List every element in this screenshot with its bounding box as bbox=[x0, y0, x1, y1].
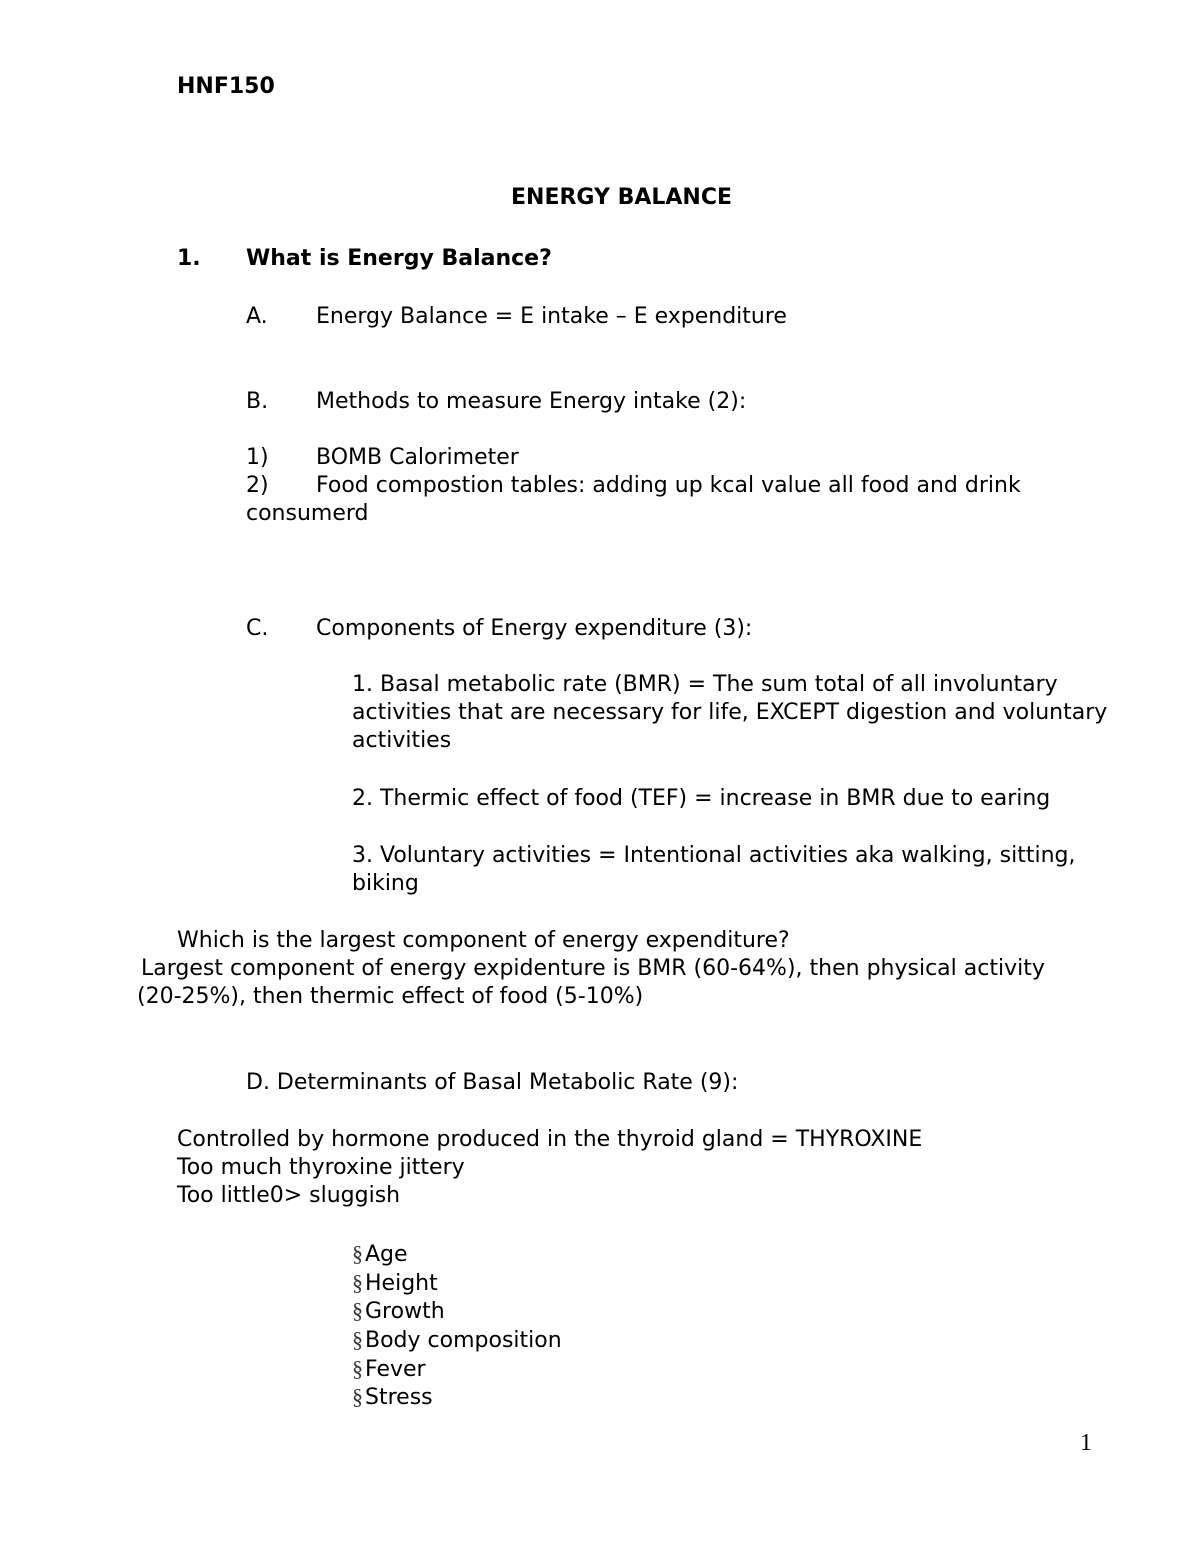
section-sign-icon: § bbox=[352, 1241, 363, 1266]
answer-line-2: (20-25%), then thermic effect of food (5-10%) bbox=[137, 984, 644, 1009]
item-b-text: Methods to measure Energy intake (2): bbox=[316, 389, 747, 414]
item-a-text: Energy Balance = E intake – E expenditure bbox=[316, 304, 787, 329]
component-1-line-3: activities bbox=[352, 728, 452, 753]
component-1-line-1: 1. Basal metabolic rate (BMR) = The sum total of all involuntary bbox=[352, 672, 1058, 697]
intake-method-2-text: Food compostion tables: adding up kcal value all food and drink bbox=[316, 473, 1021, 498]
bmr-note-3: Too little0> sluggish bbox=[177, 1183, 401, 1208]
bmr-note-2: Too much thyroxine jittery bbox=[177, 1155, 465, 1180]
list-item bbox=[352, 1383, 433, 1412]
component-1-line-2: activities that are necessary for life, EXCEPT digestion and voluntary bbox=[352, 700, 1108, 725]
list-item bbox=[352, 1355, 426, 1384]
section-sign-icon: § bbox=[352, 1384, 363, 1409]
component-3-line-2: biking bbox=[352, 871, 419, 896]
question-text: Which is the largest component of energy expenditure? bbox=[177, 928, 790, 953]
list-item bbox=[352, 1297, 445, 1326]
section-sign-icon: § bbox=[352, 1356, 363, 1381]
item-d-heading: D. Determinants of Basal Metabolic Rate (9): bbox=[246, 1070, 739, 1095]
component-2-line-1: 2. Thermic effect of food (TEF) = increase in BMR due to earing bbox=[352, 786, 1051, 811]
determinant-label: Height bbox=[365, 1271, 438, 1296]
component-3-line-1: 3. Voluntary activities = Intentional activities aka walking, sitting, bbox=[352, 843, 1076, 868]
list-item bbox=[352, 1269, 438, 1298]
intake-method-1-text: BOMB Calorimeter bbox=[316, 445, 519, 470]
section-sign-icon: § bbox=[352, 1270, 363, 1295]
determinant-label: Fever bbox=[365, 1357, 426, 1382]
determinant-label: Body composition bbox=[365, 1328, 562, 1353]
item-a-letter: A. bbox=[246, 304, 268, 329]
list-item bbox=[352, 1240, 408, 1269]
section-sign-icon: § bbox=[352, 1298, 363, 1323]
section-1-number: 1. bbox=[177, 246, 201, 271]
item-b-letter: B. bbox=[246, 389, 269, 414]
section-sign-icon: § bbox=[352, 1327, 363, 1352]
page-number: 1 bbox=[1080, 1430, 1092, 1456]
intake-method-1-num: 1) bbox=[246, 445, 269, 470]
section-1-heading: What is Energy Balance? bbox=[246, 246, 552, 271]
intake-method-2-num: 2) bbox=[246, 473, 269, 498]
item-c-text: Components of Energy expenditure (3): bbox=[316, 616, 753, 641]
determinant-label: Age bbox=[365, 1242, 408, 1267]
list-item bbox=[352, 1326, 562, 1355]
page-title: ENERGY BALANCE bbox=[511, 185, 732, 210]
determinant-label: Growth bbox=[365, 1299, 445, 1324]
answer-line-1: Largest component of energy expidenture is BMR (60-64%), then physical activity bbox=[141, 956, 1045, 981]
intake-method-2-continuation: consumerd bbox=[246, 501, 369, 526]
bmr-note-1: Controlled by hormone produced in the thyroid gland = THYROXINE bbox=[177, 1127, 923, 1152]
determinant-label: Stress bbox=[365, 1385, 433, 1410]
item-c-letter: C. bbox=[246, 616, 269, 641]
course-code: HNF150 bbox=[177, 74, 275, 99]
